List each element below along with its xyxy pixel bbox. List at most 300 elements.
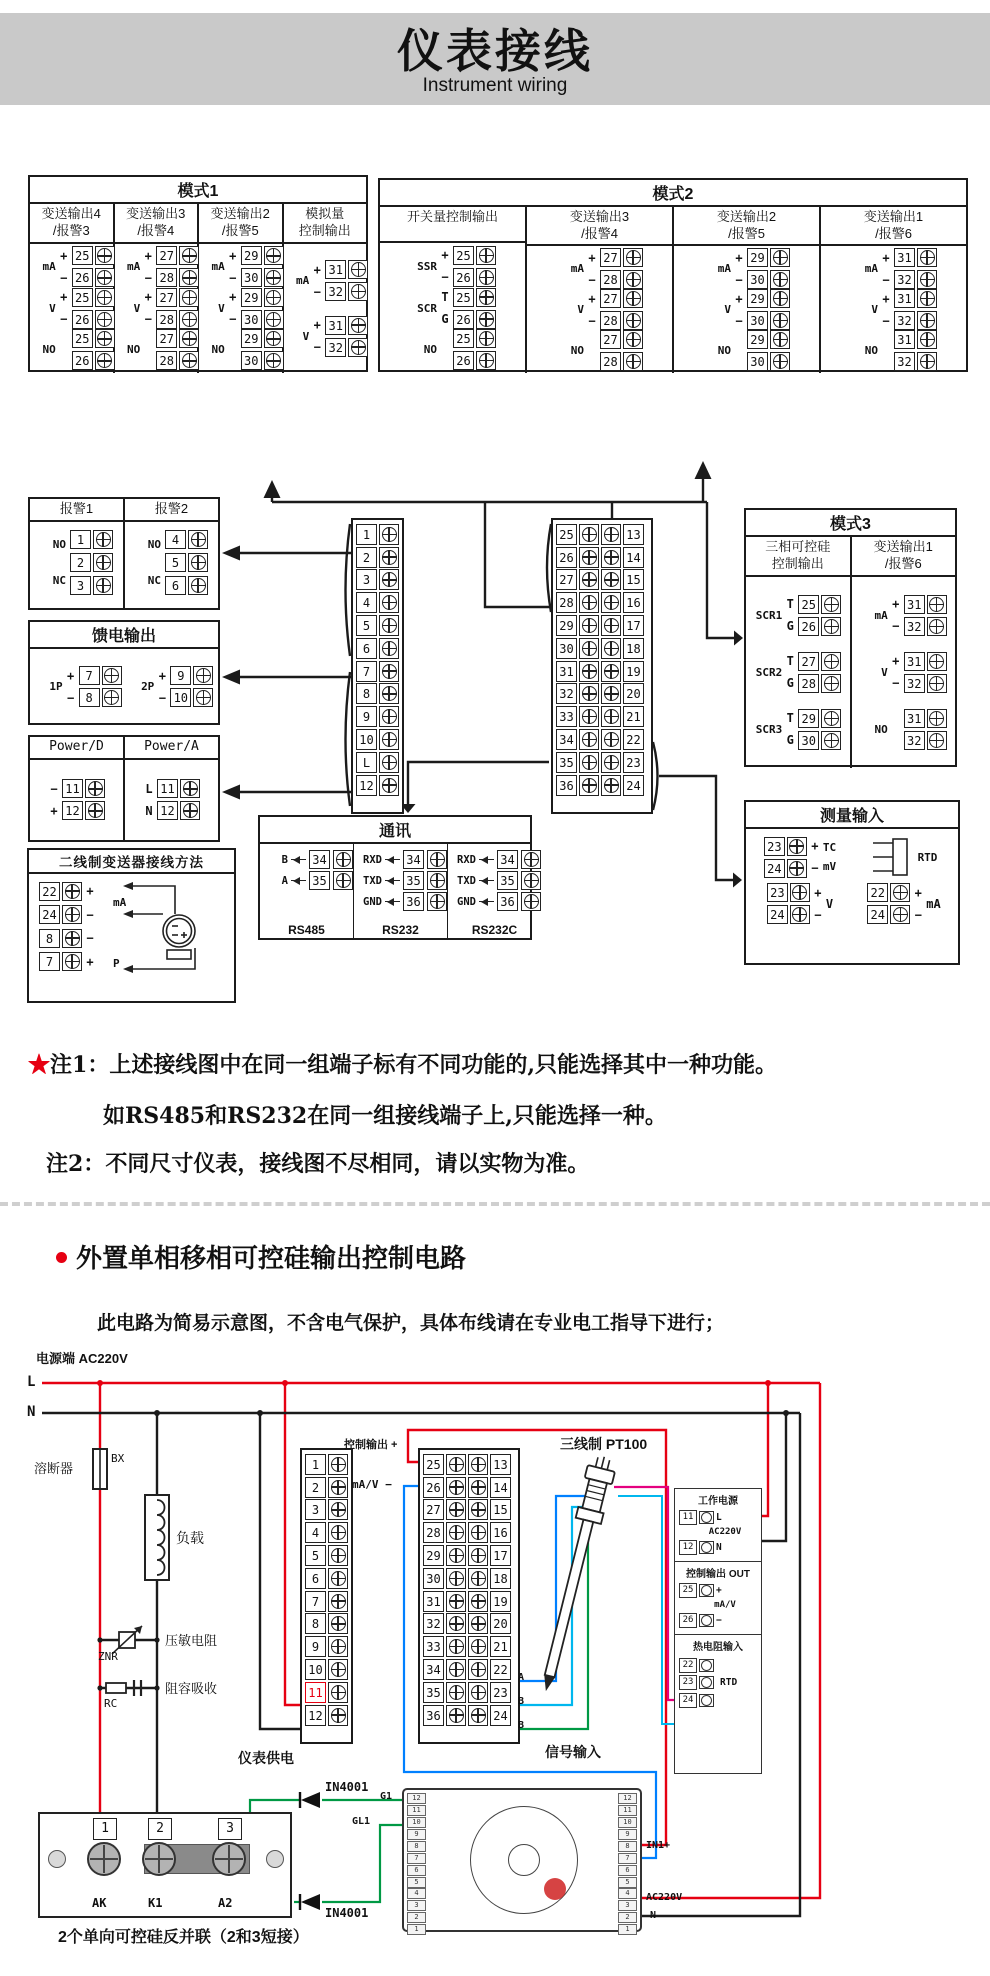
nc-label: NC	[52, 574, 66, 588]
circuit-terminal-strip-right	[418, 1448, 520, 1744]
terminal-number: 25	[72, 288, 93, 307]
power-a-col: Power/A L 11 N 12	[125, 737, 218, 840]
mode1-col-4: 模拟量 控制输出 mA + 31 − 32 V + 31 − 32	[284, 204, 367, 373]
terminal-number: 6	[305, 1568, 326, 1589]
trigger-right-strip	[618, 1793, 637, 1934]
power-box	[28, 735, 220, 842]
alarm-box	[28, 497, 220, 610]
terminal-number: 8	[356, 683, 377, 704]
terminal-number: 12	[305, 1705, 326, 1726]
terminal-number: 12	[356, 775, 377, 796]
screw-terminal-icon	[93, 530, 113, 549]
wiring-group: NO 31 32	[860, 709, 947, 750]
screw-terminal-icon	[790, 883, 810, 902]
wiring-group: SCR3 T 29 G 30	[754, 709, 841, 750]
screw-terminal-icon	[890, 905, 910, 924]
screw-terminal-icon	[579, 638, 599, 659]
trigger-n-label: N	[650, 1910, 657, 1921]
terminal-number: 11	[305, 1682, 326, 1703]
two-wire-transmitter-box: 二线制变送器接线方法 22 + 24 − 8 − 7 + mA P	[27, 848, 236, 1003]
trigger-terminal: 2	[618, 1912, 637, 1923]
terminal-number: 2	[305, 1477, 326, 1498]
screw-terminal-icon	[328, 1545, 348, 1566]
rtd-label: RTD	[720, 1677, 738, 1688]
screw-terminal-icon	[476, 329, 496, 348]
terminal-number: 28	[556, 592, 577, 613]
screw-terminal-icon	[379, 615, 399, 636]
screw-terminal-icon	[917, 311, 937, 330]
screw-terminal-icon	[446, 1454, 466, 1475]
screw-terminal-icon	[601, 706, 621, 727]
rtd-symbol	[871, 835, 915, 879]
arrow-left-icon	[385, 880, 400, 881]
wiring-group	[28, 246, 115, 287]
wiring-group: mA + 29 − 30	[197, 246, 284, 287]
screw-terminal-icon	[468, 1705, 488, 1726]
terminal-number: 13	[490, 1454, 511, 1475]
terminal-number: 31	[423, 1591, 444, 1612]
screw-terminal-icon	[579, 661, 599, 682]
terminal-number: 15	[490, 1499, 511, 1520]
trigger-terminal: 8	[618, 1841, 637, 1852]
terminal-number: 25	[423, 1454, 444, 1475]
terminal-number: 5	[165, 553, 186, 572]
trigger-terminal: 6	[407, 1865, 426, 1876]
terminal-number: 2	[356, 547, 377, 568]
screw-terminal-icon	[85, 801, 105, 820]
wire-a-label: A	[518, 1672, 525, 1683]
screw-terminal-icon	[699, 1584, 714, 1597]
rs232-label: RS232	[382, 923, 419, 937]
wire-b1-label: B	[518, 1696, 525, 1707]
wiring-group: mA + 29 − 30	[703, 248, 790, 289]
screw-terminal-icon	[379, 706, 399, 727]
n-label: N	[27, 1404, 36, 1420]
terminal-number: 29	[556, 615, 577, 636]
screw-terminal-icon	[927, 709, 947, 728]
mav-minus-label: mA/V −	[352, 1478, 392, 1491]
section2-title: 外置单相移相可控硅输出控制电路	[76, 1243, 467, 1273]
wiring-group: V + 27 − 28	[556, 289, 643, 330]
mode3-title: 模式3	[746, 510, 955, 537]
screw-terminal-icon	[379, 729, 399, 750]
terminal-number: 5	[305, 1545, 326, 1566]
screw-terminal-icon	[468, 1636, 488, 1657]
trigger-terminal: 11	[618, 1805, 637, 1816]
power-d-col: Power/D − 11 + 12	[30, 737, 125, 840]
screw-terminal-icon	[328, 1591, 348, 1612]
terminal-number: 24	[490, 1705, 511, 1726]
terminal-number: 25	[72, 329, 93, 348]
note-2: 注2：不同尺寸仪表，接线图不尽相同，请以实物为准。	[46, 1151, 590, 1177]
terminal-number: 18	[490, 1568, 511, 1589]
group-label: mA	[42, 260, 56, 274]
screw-terminal-icon	[579, 547, 599, 568]
trigger-terminal: 5	[407, 1877, 426, 1888]
screw-terminal-icon	[601, 547, 621, 568]
terminal-number: 4	[165, 530, 186, 549]
group-label: V	[49, 301, 56, 315]
screw-terminal-icon	[623, 289, 643, 308]
ak-tag: AK	[92, 1896, 107, 1910]
terminal-number: 10	[356, 729, 377, 750]
terminal-number: 6	[356, 638, 377, 659]
wiring-group	[28, 288, 115, 329]
terminal-number: 24	[39, 905, 60, 924]
terminal-number: 26	[556, 547, 577, 568]
screw-terminal-icon	[917, 330, 937, 349]
measure-title: 测量输入	[746, 802, 958, 829]
rtd-input-box: 热电阻输入 22 23 24 RTD	[675, 1635, 761, 1714]
terminal-number: L	[356, 752, 377, 773]
alarm1-col: 报警1 NO NC 1 2 3	[30, 499, 125, 608]
trigger-terminal: 4	[618, 1888, 637, 1899]
screw-terminal-icon	[927, 617, 947, 636]
trigger-terminal: 2	[407, 1912, 426, 1923]
rc-label: RC	[104, 1697, 118, 1710]
remote-instrument-box	[674, 1488, 762, 1774]
terminal-number: 24	[679, 1693, 697, 1708]
screw-terminal-icon	[193, 688, 213, 707]
terminal-number: 32	[556, 683, 577, 704]
trigger-terminal: 12	[618, 1793, 637, 1804]
screw-terminal-icon	[601, 615, 621, 636]
mode3-col-2: 变送输出1 /报警6 mA + 31 − 32 V + 31 − 32 NO 31 32	[852, 537, 956, 768]
screw-terminal-icon	[333, 850, 353, 869]
v-group: 23 24 + − V	[750, 883, 850, 924]
section-divider	[0, 1202, 990, 1206]
wiring-group: V + 31 − 32	[281, 316, 368, 357]
rc-snubber-label: 阻容吸收	[165, 1681, 218, 1696]
arrow-left-icon	[291, 880, 306, 881]
screw-terminal-icon	[770, 289, 790, 308]
screw-terminal-icon	[601, 569, 621, 590]
trigger-terminal: 4	[407, 1888, 426, 1899]
screw-terminal-icon	[579, 592, 599, 613]
screw-terminal-icon	[821, 731, 841, 750]
screw-terminal-icon	[579, 775, 599, 796]
screw-terminal-icon	[379, 775, 399, 796]
screw-terminal-icon	[348, 260, 368, 279]
screw-terminal-icon	[699, 1676, 714, 1689]
screw-terminal-icon	[927, 595, 947, 614]
screw-terminal-icon	[579, 729, 599, 750]
wiring-group: NO 29 30	[197, 329, 284, 370]
wire-b2-label: B	[518, 1720, 525, 1731]
wiring-group: V + 31 − 32	[850, 289, 937, 330]
page-header	[0, 13, 990, 105]
trigger-terminal: 3	[618, 1900, 637, 1911]
screw-terminal-icon	[770, 248, 790, 267]
screw-terminal-icon	[623, 311, 643, 330]
wiring-group: mA + 27 − 28	[556, 248, 643, 289]
screw-terminal-icon	[601, 775, 621, 796]
screw-terminal-icon	[93, 553, 113, 572]
load-label: 负载	[176, 1530, 204, 1546]
terminal-number: 26	[423, 1477, 444, 1498]
ctrl-out-plus-label: 控制输出 +	[344, 1439, 398, 1451]
wiring-group: mA + 31 − 32	[850, 248, 937, 289]
wiring-group: V + 29 − 30	[197, 288, 284, 329]
terminal-number: 2	[70, 553, 91, 572]
trigger-terminal: 6	[618, 1865, 637, 1876]
terminal-number: 25	[556, 524, 577, 545]
screw-terminal-icon	[476, 246, 496, 265]
screw-terminal-icon	[770, 311, 790, 330]
terminal-number: 3	[305, 1499, 326, 1520]
page-title: 仪表接线	[397, 25, 593, 77]
terminal-number: 13	[623, 524, 644, 545]
arrow-left-icon	[291, 859, 306, 860]
screw-terminal-icon	[180, 779, 200, 798]
rs232c-label: RS232C	[471, 923, 518, 937]
screw-terminal-icon	[379, 661, 399, 682]
screw-terminal-icon	[93, 576, 113, 595]
mode2-col-3: 变送输出2 /报警5 mA + 29 − 30 V + 29 − 30 NO 29 30	[674, 207, 821, 373]
wiring-group: SSR + 25 − 26	[409, 246, 496, 287]
g1-label: G1	[380, 1791, 393, 1802]
screw-terminal-icon	[328, 1636, 348, 1657]
screw-terminal-icon	[623, 352, 643, 371]
fuse-label: 溶断器	[34, 1461, 74, 1476]
screw-terminal-icon	[328, 1682, 348, 1703]
comm-box	[258, 815, 532, 940]
screw-terminal-icon	[379, 752, 399, 773]
mode1-box	[28, 175, 368, 372]
screw-terminal-icon	[927, 731, 947, 750]
terminal-number: 7	[305, 1591, 326, 1612]
screw-terminal-icon	[468, 1568, 488, 1589]
screw-terminal-icon	[601, 524, 621, 545]
scr-caption: 2个单向可控硅反并联（2和3短接）	[58, 1929, 309, 1946]
screw-terminal-icon	[328, 1568, 348, 1589]
screw-terminal-icon	[328, 1522, 348, 1543]
tc-label: TC	[822, 841, 837, 854]
trigger-terminal: 11	[407, 1805, 426, 1816]
section2-subtitle: 此电路为简易示意图，不含电气保护，具体布线请在专业电工指导下进行；	[97, 1313, 725, 1334]
screw-terminal-icon	[579, 752, 599, 773]
screw-terminal-icon	[579, 683, 599, 704]
screw-terminal-icon	[446, 1499, 466, 1520]
trigger-terminal: 8	[407, 1841, 426, 1852]
terminal-number: 23	[679, 1675, 697, 1690]
screw-terminal-icon	[379, 569, 399, 590]
measure-input-box	[744, 800, 960, 965]
star-icon: ★	[28, 1052, 51, 1078]
screw-terminal-icon	[427, 892, 447, 911]
mode2-col-4: 变送输出1 /报警6 mA + 31 − 32 V + 31 − 32 NO 31 32	[821, 207, 966, 373]
k1-tag: K1	[148, 1896, 163, 1910]
screw-terminal-icon	[699, 1541, 714, 1554]
a2-tag: A2	[218, 1896, 233, 1910]
terminal-number: 15	[623, 569, 644, 590]
wiring-group: NO 31 32	[850, 330, 937, 371]
screw-terminal-icon	[328, 1477, 348, 1498]
scr-screw-icon	[87, 1842, 121, 1876]
screw-terminal-icon	[468, 1499, 488, 1520]
terminal-number: 26	[72, 351, 93, 370]
terminal-number: 22	[39, 882, 60, 901]
red-stamp-icon	[544, 1878, 566, 1900]
screw-terminal-icon	[821, 709, 841, 728]
screw-terminal-icon	[348, 282, 368, 301]
p-label: P	[113, 957, 120, 970]
feed-output-box: 馈电输出 1P + 7 − 8 2P + 9 − 10	[28, 620, 220, 725]
tc-mv-group: 23 24 + − TC mV	[750, 835, 850, 879]
screw-terminal-icon	[427, 871, 447, 890]
screw-terminal-icon	[787, 859, 807, 878]
screw-terminal-icon	[348, 316, 368, 335]
screw-terminal-icon	[446, 1705, 466, 1726]
arrow-left-icon	[479, 880, 494, 881]
wiring-group: NO 25 26	[409, 329, 496, 370]
screw-terminal-icon	[787, 837, 807, 856]
terminal-number: 16	[623, 592, 644, 613]
screw-terminal-icon	[917, 248, 937, 267]
wiring-group	[28, 329, 115, 370]
terminal-number: 7	[39, 952, 60, 971]
note-1-line-1: ★注1：上述接线图中在同一组端子标有不同功能的,只能选择其中一种功能。	[28, 1052, 777, 1078]
screw-terminal-icon	[446, 1659, 466, 1680]
trigger-terminal: 5	[618, 1877, 637, 1888]
screw-terminal-icon	[328, 1659, 348, 1680]
terminal-number: 23	[490, 1682, 511, 1703]
mode3-box	[744, 508, 957, 767]
terminal-number: 32	[423, 1613, 444, 1634]
mode1-col-2: 变送输出3 /报警4 mA + 27 − 28 V + 27 − 28 NO 27 28	[115, 204, 200, 373]
screw-terminal-icon	[446, 1568, 466, 1589]
terminal-number: 34	[423, 1659, 444, 1680]
sign: −	[60, 270, 68, 285]
terminal-number: 23	[623, 752, 644, 773]
scr-terminal-2: 2	[148, 1818, 172, 1840]
trigger-dial-center	[508, 1844, 540, 1876]
terminal-number: 8	[305, 1613, 326, 1634]
rtd-group	[854, 835, 954, 879]
ctrl-out-box: 控制输出 OUT 25 + mA/V 26 −	[675, 1562, 761, 1635]
trigger-terminal: 9	[407, 1829, 426, 1840]
terminal-number: 3	[70, 576, 91, 595]
wiring-group: NO 29 30	[703, 330, 790, 371]
screw-terminal-icon	[699, 1694, 714, 1707]
terminal-number: 18	[623, 638, 644, 659]
screw-terminal-icon	[446, 1477, 466, 1498]
terminal-number: 19	[490, 1591, 511, 1612]
screw-terminal-icon	[468, 1454, 488, 1475]
terminal-number: 7	[356, 661, 377, 682]
terminal-number: 1	[356, 524, 377, 545]
screw-terminal-icon	[927, 674, 947, 693]
screw-terminal-icon	[102, 688, 122, 707]
terminal-number: 22	[490, 1659, 511, 1680]
wiring-group: V + 27 − 28	[112, 288, 199, 329]
scr-module	[38, 1812, 292, 1918]
wiring-group: mA + 31 − 32	[860, 595, 947, 636]
trigger-terminal: 10	[618, 1817, 637, 1828]
terminal-number: 8	[39, 929, 60, 948]
screw-terminal-icon	[770, 352, 790, 371]
screw-terminal-icon	[468, 1613, 488, 1634]
terminal-strip-right	[551, 518, 653, 814]
trigger-terminal: 7	[618, 1853, 637, 1864]
terminal-number: 36	[423, 1705, 444, 1726]
screw-terminal-icon	[917, 352, 937, 371]
screw-terminal-icon	[579, 615, 599, 636]
screw-terminal-icon	[821, 652, 841, 671]
circuit-terminal-strip-left	[300, 1448, 353, 1744]
mounting-hole-icon	[48, 1850, 66, 1868]
screw-terminal-icon	[821, 595, 841, 614]
scr-terminal-3: 3	[218, 1818, 242, 1840]
terminal-number: 26	[72, 268, 93, 287]
wiring-group: mA + 27 − 28	[112, 246, 199, 287]
terminal-number: 9	[356, 706, 377, 727]
terminal-number: 34	[556, 729, 577, 750]
sign: +	[60, 248, 68, 263]
wiring-group: NO 27 28	[556, 330, 643, 371]
terminal-number: 30	[423, 1568, 444, 1589]
mounting-hole-icon	[266, 1850, 284, 1868]
terminal-number: 36	[556, 775, 577, 796]
trigger-terminal: 12	[407, 1793, 426, 1804]
terminal-number: 19	[623, 661, 644, 682]
terminal-number: 30	[556, 638, 577, 659]
group-label: NO	[42, 343, 56, 357]
mode2-title: 模式2	[380, 180, 966, 207]
terminal-number: 24	[623, 775, 644, 796]
screw-terminal-icon	[790, 905, 810, 924]
screw-terminal-icon	[379, 547, 399, 568]
bullet-icon	[56, 1252, 67, 1263]
terminal-number: 22	[679, 1658, 697, 1673]
screw-terminal-icon	[328, 1705, 348, 1726]
terminal-number: 21	[490, 1636, 511, 1657]
screw-terminal-icon	[379, 524, 399, 545]
trigger-terminal: 1	[618, 1924, 637, 1935]
screw-terminal-icon	[333, 871, 353, 890]
no-label: NO	[52, 537, 66, 551]
terminal-number: 17	[490, 1545, 511, 1566]
rs232-group: RXD 34 TXD 35 GND 36 RS232	[354, 844, 448, 939]
screw-terminal-icon	[476, 310, 496, 329]
comm-title: 通讯	[260, 817, 530, 844]
in1-label: IN1+	[646, 1840, 671, 1851]
wiring-group: V + 29 − 30	[703, 289, 790, 330]
l-label: L	[27, 1374, 36, 1390]
screw-terminal-icon	[521, 871, 541, 890]
screw-terminal-icon	[476, 288, 496, 307]
screw-terminal-icon	[102, 666, 122, 685]
terminal-number: 3	[356, 569, 377, 590]
terminal-number: 16	[490, 1522, 511, 1543]
wiring-group: V + 31 − 32	[860, 652, 947, 693]
rs232c-group: RXD 34 TXD 35 GND 36 RS232C	[448, 844, 541, 939]
terminal-number: 26	[72, 310, 93, 329]
terminal-number: 6	[165, 576, 186, 595]
terminal-number: 28	[423, 1522, 444, 1543]
trigger-module	[402, 1788, 642, 1932]
screw-terminal-icon	[770, 270, 790, 289]
rs485-group: B 34 A 35 RS485	[260, 844, 354, 939]
screw-terminal-icon	[188, 553, 208, 572]
rtd-label: RTD	[917, 850, 938, 864]
trigger-terminal: 7	[407, 1853, 426, 1864]
diode2-label: IN4001	[325, 1906, 369, 1920]
scr-terminal-1: 1	[93, 1818, 117, 1840]
terminal-strip-left	[351, 518, 404, 814]
ma-label: mA	[113, 896, 127, 909]
terminal-number: 33	[556, 706, 577, 727]
